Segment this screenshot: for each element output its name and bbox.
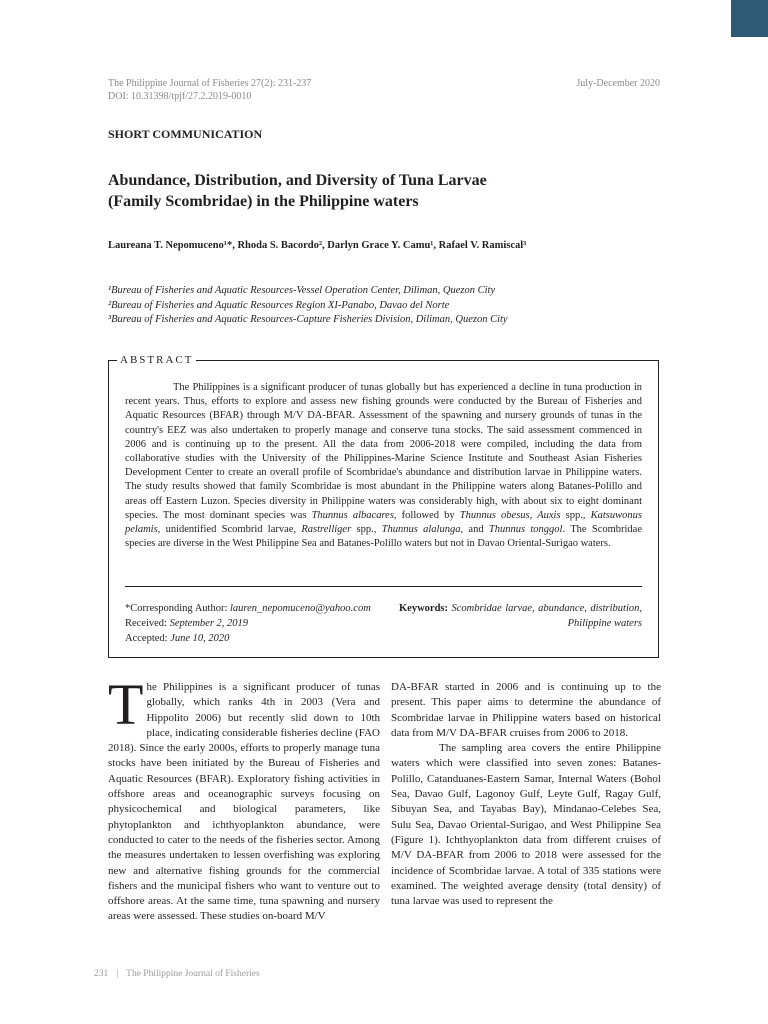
journal-citation: The Philippine Journal of Fisheries 27(2): 231-237: [108, 78, 312, 89]
species-name: Thunnus tonggol: [488, 524, 563, 536]
abstract-text: [125, 381, 642, 551]
affiliations: [108, 284, 508, 328]
running-header: [108, 77, 660, 103]
corresponding-author: [125, 601, 401, 616]
footer-separator: |: [116, 969, 119, 979]
author-list: Laureana T. Nepomuceno¹*, Rhoda S. Bacordo², Darlyn Grace Y. Camu¹, Rafael V. Ramiscal³: [108, 240, 527, 251]
received-label: Received:: [125, 618, 170, 629]
species-name: Rastrelliger: [301, 524, 352, 536]
keywords-text: Scombridae larvae, abundance, distribution, Philippine waters: [451, 603, 642, 629]
dropcap: T: [108, 672, 144, 737]
keywords: [399, 601, 642, 631]
title-line-2: (Family Scombridae) in the Philippine waters: [108, 193, 419, 210]
abstract-span: , and: [460, 524, 489, 536]
species-name: Thunnus alalunga: [381, 524, 461, 536]
intro-paragraph: [108, 672, 380, 925]
corresponding-author-email[interactable]: lauren_nepomuceno@yahoo.com: [230, 603, 371, 614]
keywords-label: Keywords:: [399, 603, 448, 614]
accepted-date: June 10, 2020: [170, 633, 230, 644]
abstract-span: , unidentified Scombrid larvae,: [157, 524, 302, 536]
corresponding-author-label: *Corresponding Author:: [125, 603, 230, 614]
accepted-line: [125, 631, 401, 646]
issue-date: July-December 2020: [576, 78, 660, 89]
abstract-span: The Philippines is a significant producer of tunas globally but has experienced a decline in tuna production in recent years. Thus, efforts to explore and assess new fishing grounds were conducted by the Bureau of Fisheries and Aquatic Resources (BFAR) through M/V DA-BFAR. Assessment of the spawning and nursery grounds of tunas in the country's EEZ was also undertaken to properly manage and conserve tuna stocks. The said assessment commenced in 2006 and is continuing up to the present. All the data from 2006-2018 were compiled, including the data from collaborative studies with the University of the Philippines-Marine Science Institute and Southeast Asian Fisheries Development Center to create an overall profile of Scombridae's abundance and distribution larvae in Philippine waters. The study results showed that family Scombridae is most abundant in the Philippine waters along Batanes-Polillo and areas off Eastern Luzon. Species diversity in Philippine waters was considerably high, with about six to eight dominant species. The most dominant species was: [125, 382, 642, 521]
accepted-label: Accepted:: [125, 633, 171, 644]
affiliation-item: ¹Bureau of Fisheries and Aquatic Resources-Vessel Operation Center, Diliman, Quezon City: [108, 285, 496, 296]
abstract-span: . The Scombridae species are diverse in the West Philippine Sea and Batanes-Polillo waters but not in Davao Oriental-Surigao waters.: [125, 524, 643, 550]
abstract-span: , followed by: [393, 509, 460, 521]
body-column-left: [108, 672, 380, 925]
abstract-heading: ABSTRACT: [117, 353, 196, 367]
corner-color-tab: [731, 0, 768, 37]
section-label: SHORT COMMUNICATION: [108, 127, 263, 141]
page-number: 231: [94, 969, 109, 979]
title-line-1: Abundance, Distribution, and Diversity of Tuna Larvae: [108, 172, 487, 189]
affiliation-item: ³Bureau of Fisheries and Aquatic Resources-Capture Fisheries Division, Diliman, Quezon City: [108, 314, 508, 325]
article-title: [108, 170, 668, 212]
received-date: September 2, 2019: [169, 618, 249, 629]
abstract-box: [108, 354, 659, 658]
species-name: Thunnus albacares: [311, 509, 394, 521]
footer-journal-name: The Philippine Journal of Fisheries: [126, 969, 260, 979]
species-name: Katsuwonus pelamis: [125, 509, 642, 536]
abstract-divider: [125, 586, 642, 587]
body-column-right: [391, 680, 661, 909]
doi[interactable]: DOI: 10.31398/tpjf/27.2.2019-0010: [108, 91, 252, 102]
body-paragraph: The sampling area covers the entire Philippine waters which were classified into seven zones: Batanes-Polillo, Catanduanes-Eastern Samar, Internal Waters (Bohol Sea, Davao Gulf, Lagonoy Gulf, Leyte Gulf, Ragay Gulf, Sibuyan Sea, and Tayabas Bay), Mindanao-Celebes Sea, Sulu Sea, Davao Oriental-Surigao, and West Philippine Sea (Figure 1). Ichthyoplankton data from different cruises of M/V DA-BFAR from 2006 to 2018 were assessed for the incidence of Scombridae larvae. A total of 335 stations were examined. The weighted average density (total density) of tuna larvae was used to represent the: [391, 742, 661, 908]
page-footer: [94, 969, 260, 979]
correspondence-info: [125, 601, 401, 646]
species-name: Thunnus obesus, Auxis: [459, 509, 561, 521]
affiliation-item: ²Bureau of Fisheries and Aquatic Resources Region XI-Panabo, Davao del Norte: [108, 299, 450, 311]
abstract-span: spp.,: [560, 509, 591, 521]
body-paragraph: DA-BFAR started in 2006 and is continuing up to the present. This paper aims to determine the abundance of Scombridae larvae in Philippine waters based on historical data from M/V DA-BFAR cruises from 2006 to 2018.: [391, 681, 661, 739]
received-line: [125, 616, 401, 631]
intro-paragraph-text: he Philippines is a significant producer of tunas globally, which ranks 4th in 2003 (Vera and Hippolito 2006) but recently slid down to 10th place, indicating considerable fisheries decline (FAO 2018). Since the early 2000s, efforts to properly manage tuna stocks have been initiated by the Bureau of Fisheries and Aquatic Resources (BFAR). Exploratory fishing activities in offshore areas and oceanographic surveys focusing on physicochemical and biological parameters, like phytoplankton and ichthyoplankton abundance, were conducted to cater to the needs of the fisheries sector. Among the measures undertaken to lessen overfishing was exploring new and alternative fishing grounds for the commercial fishers and the municipal fishers who want to venture out to offshore areas. At the same time, tuna spawning and nursery areas were assessed. These studies on-board M/V: [108, 681, 380, 923]
abstract-span: spp.,: [351, 524, 382, 536]
